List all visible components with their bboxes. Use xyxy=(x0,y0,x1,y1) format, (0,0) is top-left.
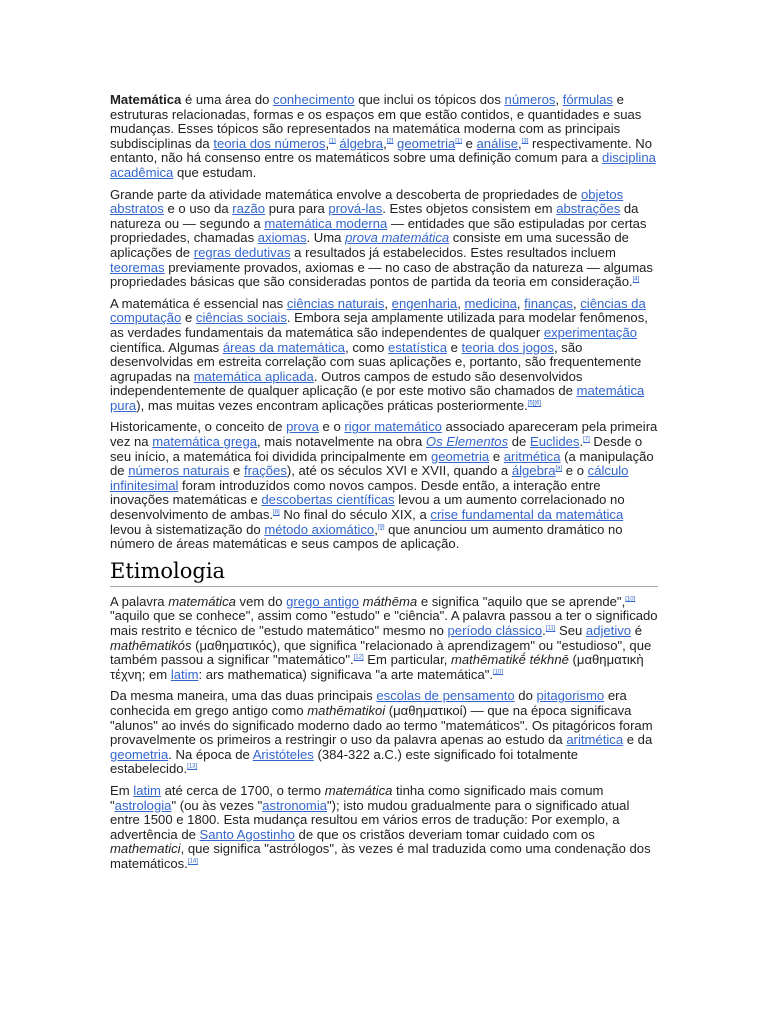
link-analise[interactable]: análise xyxy=(476,135,519,151)
text-run: "); isto mudou gradualmente para o significado atual entre 1500 e 1800. Esta mudança resultou em vários erros de tradução: Por exemplo, a advertência de xyxy=(110,797,630,842)
reference-superscript xyxy=(583,437,590,443)
text-run: , xyxy=(383,135,387,151)
reference-link[interactable]: [5][6] xyxy=(527,400,542,407)
link-latim[interactable]: latim xyxy=(170,666,199,682)
link-fracoes[interactable]: frações xyxy=(243,463,287,479)
text-run: , mais notavelmente na obra xyxy=(257,434,426,450)
text-run: de xyxy=(508,434,530,450)
text-run: vem do xyxy=(235,593,287,609)
text-run: que estudam. xyxy=(173,164,257,180)
paragraph-history xyxy=(110,420,658,551)
text-run: , xyxy=(572,295,581,311)
link-prova-las[interactable]: prová-las xyxy=(328,201,383,217)
link-prova-matematica[interactable]: prova matemática xyxy=(345,230,450,246)
text-run: (384-322 a.C.) este significado foi totalmente estabelecido. xyxy=(110,746,579,777)
text-run: , que significa "astrólogos", às vezes é mal traduzida como uma condenação dos matemáticos. xyxy=(110,841,651,871)
reference-link[interactable]: [a] xyxy=(555,465,563,472)
link-ciencias-naturais[interactable]: ciências naturais xyxy=(286,295,385,311)
link-prova[interactable]: prova xyxy=(286,419,319,435)
text-run: , são desenvolvidas em estreita correlação com suas aplicações e, portanto, são frequentemente agrupadas na xyxy=(110,339,642,384)
text-run: , xyxy=(384,295,392,311)
text-run: e da xyxy=(623,732,653,748)
text-run: ), mas muitas vezes encontram aplicações práticas posteriormente. xyxy=(136,397,528,413)
reference-superscript xyxy=(378,524,385,530)
text-run: e xyxy=(461,135,477,151)
reference-link[interactable]: [7] xyxy=(583,436,590,443)
reference-superscript xyxy=(546,626,556,632)
text-run: levou à sistematização do xyxy=(110,521,265,537)
link-abstracoes[interactable]: abstrações xyxy=(556,201,621,217)
paragraph-applications xyxy=(110,297,658,414)
text-run: tinha como significado mais comum " xyxy=(110,782,604,813)
text-run: e o uso da xyxy=(163,201,233,217)
text-run: , xyxy=(555,92,563,107)
text-run: previamente provados, axiomas e — no caso de abstração da natureza — algumas propriedades básicas que são consideradas pontos de partida da teoria em consideração. xyxy=(110,259,653,290)
text-run: era conhecida em grego antigo como xyxy=(110,688,627,718)
text-run: , xyxy=(518,135,522,151)
text-run: (a manipulação de xyxy=(110,448,654,479)
link-descobertas-cientificas[interactable]: descobertas científicas xyxy=(261,492,395,508)
text-run: , como xyxy=(345,339,389,355)
reference-link[interactable]: [8] xyxy=(273,509,280,516)
text-run: Grande parte da atividade matemática envolve a descoberta de propriedades de xyxy=(110,186,581,202)
link-aristoteles[interactable]: Aristóteles xyxy=(252,746,314,762)
reference-superscript xyxy=(273,510,280,516)
text-run: (μαθηματικοί) — que na época significava "alunos" ao invés do significado moderno dado ao termo "matemáticos". Os pitagóricos foram provavelmente os primeiros a restringir o uso da palavra apenas ao estudo da xyxy=(110,702,653,748)
link-formulas[interactable]: fórmulas xyxy=(562,92,613,107)
reference-superscript xyxy=(187,764,197,770)
reference-link[interactable]: [1] xyxy=(329,138,336,145)
link-matematica-grega[interactable]: matemática grega xyxy=(152,434,258,450)
text-run: . xyxy=(542,623,546,638)
text-run: . Estes objetos consistem em xyxy=(382,201,557,217)
reference-link[interactable]: [14] xyxy=(187,858,198,865)
link-os-elementos[interactable]: Os Elementos xyxy=(425,434,509,450)
text-run: (μαθηματικός), que significa "relacionado à aprendizagem" ou "estudioso", que também passou a significar "matemático". xyxy=(110,637,652,668)
link-algebra[interactable]: álgebra xyxy=(339,135,384,151)
text-run: foram introduzidos como novos campos. Desde então, a interação entre inovações matemáticas e xyxy=(110,477,601,508)
reference-link[interactable]: [12] xyxy=(353,654,364,661)
text-run: , xyxy=(457,295,465,311)
link-numeros-naturais[interactable]: números naturais xyxy=(128,463,230,479)
text-run: que inclui os tópicos dos xyxy=(354,92,505,107)
text-run: levou a um aumento correlacionado no desenvolvimento de ambas. xyxy=(110,492,625,523)
reference-superscript xyxy=(528,401,541,407)
link-periodo-classico[interactable]: período clássico xyxy=(447,623,543,638)
reference-link[interactable]: [13] xyxy=(187,763,198,770)
text-run: A palavra xyxy=(110,593,169,609)
italic-term: mathēmatikoi xyxy=(307,702,386,718)
link-ciencias-sociais[interactable]: ciências sociais xyxy=(195,310,287,326)
text-run: científica. Algumas xyxy=(110,339,223,355)
link-grego-antigo[interactable]: grego antigo xyxy=(286,593,359,609)
link-geometria[interactable]: geometria xyxy=(110,746,169,762)
reference-link[interactable]: [3] xyxy=(521,138,529,145)
text-run: de que os cristãos deveriam tomar cuidado com os xyxy=(294,826,595,842)
paragraph-intro xyxy=(110,93,658,181)
text-run: e xyxy=(181,310,196,326)
link-astronomia[interactable]: astronomia xyxy=(262,797,328,813)
italic-term: mathematici xyxy=(110,841,181,857)
link-numeros[interactable]: números xyxy=(504,92,556,107)
link-experimentacao[interactable]: experimentação xyxy=(543,324,638,340)
text-run: consiste em uma sucessão de aplicações de xyxy=(110,230,629,260)
italic-term: matemática xyxy=(324,782,393,798)
text-run: ), até os séculos XVI e XVII, quando a xyxy=(286,463,512,479)
text-run: é uma área do xyxy=(181,92,274,107)
text-run: . Uma xyxy=(306,230,346,246)
text-run: A matemática é essencial nas xyxy=(110,295,287,311)
reference-link[interactable]: [9] xyxy=(377,524,385,531)
text-run: No final do século XIX, a xyxy=(279,507,431,523)
text-run: e xyxy=(229,463,244,479)
italic-term: mathēmatikós xyxy=(110,637,192,653)
italic-term: mathēmatikḗ tékhnē xyxy=(450,652,569,668)
link-regras-dedutivas[interactable]: regras dedutivas xyxy=(193,244,291,260)
link-matematica-pura[interactable]: matemática pura xyxy=(110,383,645,413)
reference-link[interactable]: [4] xyxy=(632,276,640,283)
reference-superscript xyxy=(493,669,503,675)
text-run: . Na época de xyxy=(168,746,253,762)
link-teoria-dos-jogos[interactable]: teoria dos jogos xyxy=(461,339,554,355)
link-axiomas[interactable]: axiomas xyxy=(257,230,307,246)
paragraph-etymology-greek xyxy=(110,595,658,683)
link-ciencias-da-computacao[interactable]: ciências da computação xyxy=(110,295,646,326)
text-run: : ars mathematica) significava "a arte matemática". xyxy=(198,666,494,682)
text-run: Historicamente, o conceito de xyxy=(110,419,287,435)
link-euclides[interactable]: Euclides xyxy=(529,434,580,450)
italic-term: matemática xyxy=(168,593,236,609)
reference-link[interactable]: [1] xyxy=(455,138,462,145)
reference-superscript xyxy=(188,859,198,865)
reference-superscript xyxy=(625,596,635,602)
text-run: Desde o seu início, a matemática foi dividida principalmente em xyxy=(110,434,643,464)
text-run: , xyxy=(325,135,330,151)
reference-superscript xyxy=(329,138,336,144)
text-run: — entidades que são estipuladas por certas propriedades, chamadas xyxy=(110,215,647,246)
bold-term: Matemática xyxy=(110,92,182,107)
link-matematica-moderna[interactable]: matemática moderna xyxy=(264,215,388,231)
link-teoria-dos-numeros[interactable]: teoria dos números xyxy=(213,135,326,151)
link-disciplina-academica[interactable]: disciplina acadêmica xyxy=(110,150,656,180)
link-escolas-de-pensamento[interactable]: escolas de pensamento xyxy=(376,688,515,704)
text-run: . Outros campos de estudo são desenvolvidos independentemente de qualquer aplicação (e por este motivo são chamados de xyxy=(110,368,583,399)
text-run: Seu xyxy=(555,623,586,638)
text-run: " (ou às vezes " xyxy=(171,797,263,813)
link-rigor-matematico[interactable]: rigor matemático xyxy=(344,419,442,435)
text-run: (μαθηματικὴ τέχνη; em xyxy=(110,652,644,682)
text-run: . xyxy=(579,434,584,450)
reference-link[interactable]: [11] xyxy=(545,625,556,632)
link-engenharia[interactable]: engenharia xyxy=(391,295,458,311)
text-run: "aquilo que se conhece", assim como "estudo" e "ciência". A palavra passou a ter o significado mais restrito e técnico de "estudo matemático" mesmo no xyxy=(110,608,658,638)
section-heading-etimologia: Etimologia xyxy=(110,559,658,587)
text-run: e o xyxy=(318,419,345,435)
link-financas[interactable]: finanças xyxy=(524,295,573,311)
text-run: do xyxy=(514,688,537,704)
text-run: e o xyxy=(562,463,588,479)
text-run: e significa "aquilo que se aprende", xyxy=(417,593,626,609)
text-run: é xyxy=(631,623,642,638)
text-run: Da mesma maneira, uma das duas principais xyxy=(110,688,377,704)
link-adjetivo[interactable]: adjetivo xyxy=(585,623,632,638)
link-teoremas[interactable]: teoremas xyxy=(110,259,165,275)
text-run: da natureza ou — segundo a xyxy=(110,201,639,231)
link-algebra[interactable]: álgebra xyxy=(511,463,556,479)
link-objetos-abstratos[interactable]: objetos abstratos xyxy=(110,186,624,217)
paragraph-etymology-latin xyxy=(110,784,658,872)
link-areas-da-matematica[interactable]: áreas da matemática xyxy=(222,339,346,355)
reference-superscript xyxy=(633,277,640,283)
link-metodo-axiomatico[interactable]: método axiomático xyxy=(264,521,375,537)
reference-superscript xyxy=(354,655,364,661)
reference-link[interactable]: [10] xyxy=(625,596,636,603)
text-run: associado apareceram pela primeira vez na xyxy=(110,419,658,450)
text-run: até cerca de 1700, o termo xyxy=(160,782,325,798)
link-pitagorismo[interactable]: pitagorismo xyxy=(536,688,605,704)
reference-link[interactable]: [10] xyxy=(493,669,504,676)
link-matematica-aplicada[interactable]: matemática aplicada xyxy=(193,368,314,384)
link-aritmetica[interactable]: aritmética xyxy=(566,732,624,748)
text-run: , xyxy=(374,521,378,537)
link-aritmetica[interactable]: aritmética xyxy=(503,448,561,464)
reference-link[interactable]: [2] xyxy=(386,138,394,145)
link-geometria[interactable]: geometria xyxy=(397,135,456,151)
text-run: . Embora seja amplamente utilizada para modelar fenômenos, as verdades fundamentais da matemática são independentes de qualquer xyxy=(110,310,648,340)
link-santo-agostinho[interactable]: Santo Agostinho xyxy=(199,826,295,842)
text-run: , xyxy=(516,295,525,311)
text-run: Em xyxy=(110,782,134,798)
text-run: que anunciou um aumento dramático no número de áreas matemáticas e seus campos de aplicação. xyxy=(110,521,623,552)
text-run: e xyxy=(446,339,462,355)
paragraph-abstract-objects xyxy=(110,188,658,290)
link-conhecimento[interactable]: conhecimento xyxy=(273,92,355,107)
text-run: respectivamente. No entanto, não há consenso entre os matemáticos sobre uma definição comum para a xyxy=(110,135,653,166)
reference-superscript xyxy=(455,138,462,144)
link-estatistica[interactable]: estatística xyxy=(388,339,447,355)
text-run: pura para xyxy=(265,201,329,217)
link-crise-fundamental-da-matematica[interactable]: crise fundamental da matemática xyxy=(430,507,624,523)
link-geometria[interactable]: geometria xyxy=(430,448,490,464)
text-run: a resultados já estabelecidos. Estes resultados incluem xyxy=(290,244,616,260)
link-medicina[interactable]: medicina xyxy=(464,295,517,311)
text-run: Em particular, xyxy=(363,652,451,668)
text-run: e estruturas relacionadas, formas e os espaços em que estão contidos, e quantidades e suas mudanças. Esses tópicos são representados na matemática moderna com as principais subdisciplinas da xyxy=(110,92,642,151)
link-razao[interactable]: razão xyxy=(232,201,266,217)
link-latim[interactable]: latim xyxy=(133,782,161,798)
paragraph-etymology-pythagoreans xyxy=(110,689,658,777)
italic-term: máthēma xyxy=(362,593,418,609)
text-run: e xyxy=(489,448,504,464)
link-calculo-infinitesimal[interactable]: cálculo infinitesimal xyxy=(110,463,629,493)
article-content xyxy=(110,93,658,879)
link-astrologia[interactable]: astrologia xyxy=(114,797,172,813)
